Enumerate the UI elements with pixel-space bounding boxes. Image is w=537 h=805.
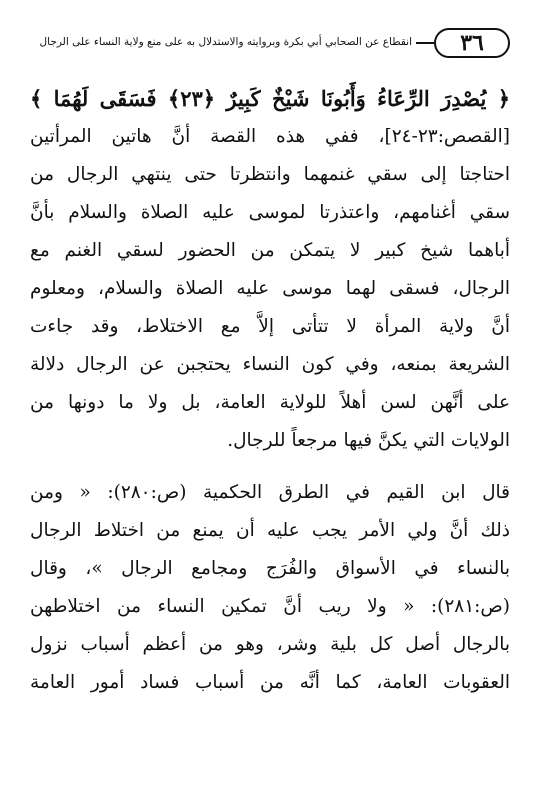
running-title: انقطاع عن الصحابي أبي بكرة وبروايته والاستدلال به على منع ولاية النساء على الرجال — [39, 36, 412, 48]
text-line: الولايات التي يكنَّ فيها مرجعاً للرجال. — [227, 430, 510, 451]
text-line: بالرجال أصل كل بلية وشر، وهو من أعظم أسباب نزول — [30, 634, 510, 655]
paragraph-1 — [30, 80, 510, 460]
text-line: أباهما شيخ كبير لا يتمكن من الحضور لسقي الغنم مع — [30, 240, 510, 261]
text-line: [القصص:٢٣-٢٤]، ففي هذه القصة أنَّ هاتين المرأتين — [30, 126, 510, 147]
text-line: أنَّ ولاية المرأة لا تتأتى إلاَّ مع الاختلاط، وقد جاءت — [30, 316, 510, 337]
text-line: العقوبات العامة، كما أنَّه من أسباب فساد أمور العامة — [30, 672, 510, 693]
page-header — [28, 28, 510, 62]
paragraph-2 — [30, 474, 510, 702]
text-line: احتاجتا إلى سقي غنمهما وانتظرتا حتى ينتهي الرجال من — [30, 164, 510, 185]
text-line: بالنساء في الأسواق والفُرَج ومجامع الرجال »، وقال — [30, 558, 510, 579]
page-number-badge — [434, 28, 510, 58]
text-line: سقي أغنامهم، واعتذرتا لموسى عليه الصلاة والسلام بأنَّ — [30, 202, 510, 223]
text-line: (ص:٢٨١): « ولا ريب أنَّ تمكين النساء من اختلاطهن — [30, 596, 510, 617]
body-text — [30, 80, 510, 702]
text-line: قال ابن القيم في الطرق الحكمية (ص:٢٨٠): « ومن — [30, 482, 510, 503]
text-line: الرجال، فسقى لهما موسى عليه الصلاة والسلام، ومعلوم — [30, 278, 510, 299]
text-line: ذلك أنَّ ولي الأمر يجب عليه أن يمنع من اختلاط الرجال — [30, 520, 510, 541]
text-line: الشريعة بمنعه، وفي كون النساء يحتجبن عن الرجال دلالة — [30, 354, 510, 375]
text-line: على أنَّهن لسن أهلاً للولاية العامة، بل ولا ما دونها من — [30, 392, 510, 413]
page-number: ٣٦ — [460, 30, 484, 56]
header-rule — [416, 42, 434, 44]
quran-verse-line: ﴿ يُصْدِرَ الرِّعَاءُ وَأَبُونَا شَيْخٌ كَبِيرٌ ﴿٢٣﴾ فَسَقَى لَهُمَا ﴾ — [30, 86, 510, 111]
